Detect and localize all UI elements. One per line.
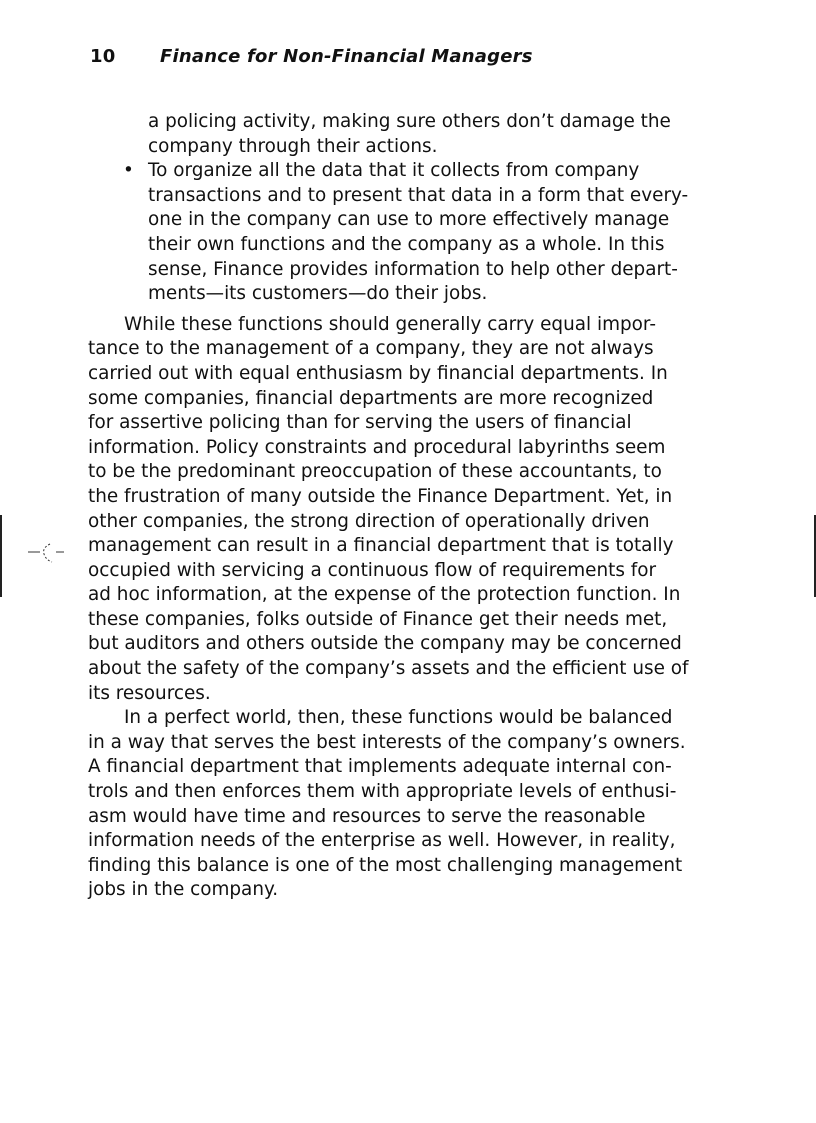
scan-edge-left [0, 515, 2, 597]
bullet-item [88, 159, 738, 307]
text-line: for assertive policing than for serving the users of financial [88, 412, 632, 434]
text-line: a policing activity, making sure others don’t damage the [148, 111, 671, 132]
text-line: management can result in a financial department that is totally [88, 535, 674, 557]
text-line: While these functions should generally carry equal impor- [124, 313, 656, 335]
text-line: one in the company can use to more effectively manage [148, 209, 670, 231]
text-line: their own functions and the company as a whole. In this [148, 233, 665, 255]
bullet-icon: • [123, 160, 134, 182]
text-line: tance to the management of a company, they are not always [88, 338, 654, 360]
text-line: trols and then enforces them with appropriate levels of enthusi- [88, 781, 677, 803]
text-line: To organize all the data that it collects from company [148, 160, 640, 182]
text-line: other companies, the strong direction of operationally driven [88, 510, 650, 532]
running-header [90, 46, 533, 67]
text-line: about the safety of the company’s assets and the efficient use of [88, 658, 689, 680]
text-line: A financial department that implements adequate internal con- [88, 756, 672, 778]
bullet-continuation [88, 110, 738, 159]
text-line: sense, Finance provides information to help other depart- [148, 258, 678, 280]
text-line: company through their actions. [148, 135, 438, 157]
paragraph-functions-balance [88, 313, 738, 707]
text-line: these companies, folks outside of Finance get their needs met, [88, 608, 668, 630]
text-line: the frustration of many outside the Finance Department. Yet, in [88, 485, 673, 507]
text-line: In a perfect world, then, these functions would be balanced [124, 707, 673, 729]
book-title: Finance for Non-Financial Managers [160, 46, 533, 67]
text-line: carried out with equal enthusiasm by financial departments. In [88, 362, 668, 384]
paragraph-perfect-world [88, 706, 738, 903]
text-line: its resources. [88, 682, 211, 704]
text-line: occupied with servicing a continuous flow of requirements for [88, 559, 657, 581]
text-line: transactions and to present that data in a form that every- [148, 184, 689, 206]
text-line: in a way that serves the best interests of the company’s owners. [88, 731, 686, 753]
text-line: finding this balance is one of the most challenging management [88, 854, 683, 876]
text-line: but auditors and others outside the company may be concerned [88, 633, 682, 655]
text-line: asm would have time and resources to serve the reasonable [88, 805, 646, 827]
text-line: information. Policy constraints and procedural labyrinths seem [88, 436, 666, 458]
text-line: ad hoc information, at the expense of the protection function. In [88, 584, 681, 606]
margin-binding-mark-icon [28, 540, 68, 570]
text-line: information needs of the enterprise as well. However, in reality, [88, 830, 676, 852]
page-body [88, 110, 738, 903]
text-line: jobs in the company. [88, 879, 279, 901]
page-number: 10 [90, 46, 116, 67]
text-line: ments—its customers—do their jobs. [148, 283, 488, 305]
text-line: some companies, financial departments are more recognized [88, 387, 654, 409]
text-line: to be the predominant preoccupation of these accountants, to [88, 461, 662, 483]
